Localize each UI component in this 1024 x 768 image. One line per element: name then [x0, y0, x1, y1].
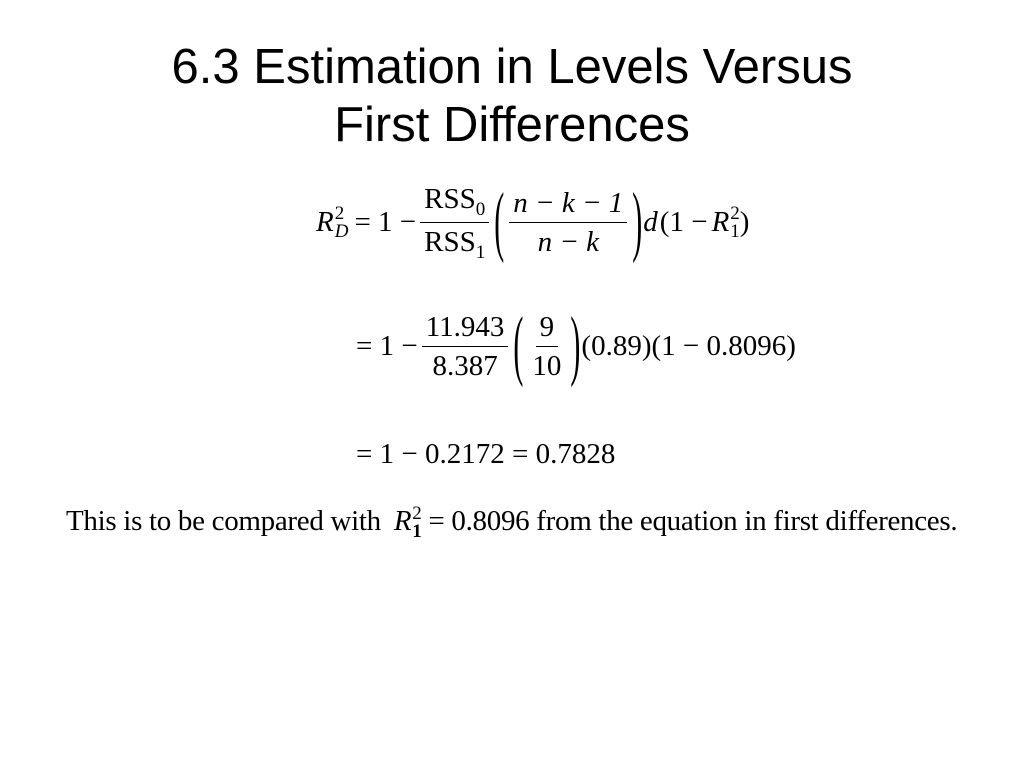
- conclusion-text: [66, 505, 957, 541]
- equals-one-minus-2: = 1 −: [356, 330, 418, 362]
- conclusion-after: = 0.8096 from the equation in first differences.: [428, 505, 958, 537]
- tail-superscript: 2: [730, 202, 740, 224]
- nk-numerator: n − k − 1: [509, 186, 627, 223]
- numeric-denominator-2: 10: [532, 350, 562, 382]
- numeric-tail: (0.89)(1 − 0.8096): [581, 330, 796, 362]
- numeric-fraction-1: [422, 310, 509, 383]
- numeric-denominator-1: 8.387: [432, 350, 498, 382]
- equals-one-minus: = 1 −: [354, 206, 417, 238]
- conclusion-before: This is to be compared with: [66, 505, 381, 537]
- title-line-2: First Differences: [334, 98, 690, 152]
- equation-line-1: [316, 178, 750, 265]
- equation-line-2: [356, 302, 796, 389]
- rss-fraction: [420, 182, 489, 263]
- numeric-numerator-2: 9: [536, 310, 559, 347]
- open-paren: (: [494, 178, 505, 265]
- slide-title: [0, 38, 1024, 154]
- nk-denominator: n − k: [537, 226, 600, 258]
- equation-line-3: = 1 − 0.2172 = 0.7828: [356, 438, 616, 470]
- close-paren-2: ): [570, 302, 581, 389]
- numeric-fraction-2: [528, 310, 565, 383]
- lhs-subscript: D: [334, 220, 349, 242]
- tail-scripts: [730, 202, 740, 242]
- numeric-numerator-1: 11.943: [422, 310, 509, 347]
- tail-variable: R: [711, 206, 730, 238]
- title-line-1: 6.3 Estimation in Levels Versus: [171, 40, 853, 94]
- open-paren-2: (: [513, 302, 524, 389]
- d-variable: d: [643, 206, 658, 238]
- rss-numerator: $RSS_0$: [420, 182, 489, 223]
- tail-close: ): [739, 206, 750, 238]
- rss-denominator: $RSS_1$: [424, 226, 486, 263]
- tail-open: (1 −: [659, 206, 708, 238]
- close-paren: ): [632, 178, 643, 265]
- conclusion-variable: R: [393, 505, 412, 537]
- lhs-superscript: 2: [334, 202, 345, 224]
- lhs-scripts: [334, 202, 349, 242]
- lhs-variable: R: [316, 206, 334, 238]
- tail-subscript: 1: [730, 220, 740, 242]
- conclusion-superscript: 2: [412, 503, 422, 525]
- conclusion-subscript: 1: [412, 521, 422, 543]
- conclusion-scripts: [412, 505, 421, 541]
- nk-fraction: [509, 186, 627, 259]
